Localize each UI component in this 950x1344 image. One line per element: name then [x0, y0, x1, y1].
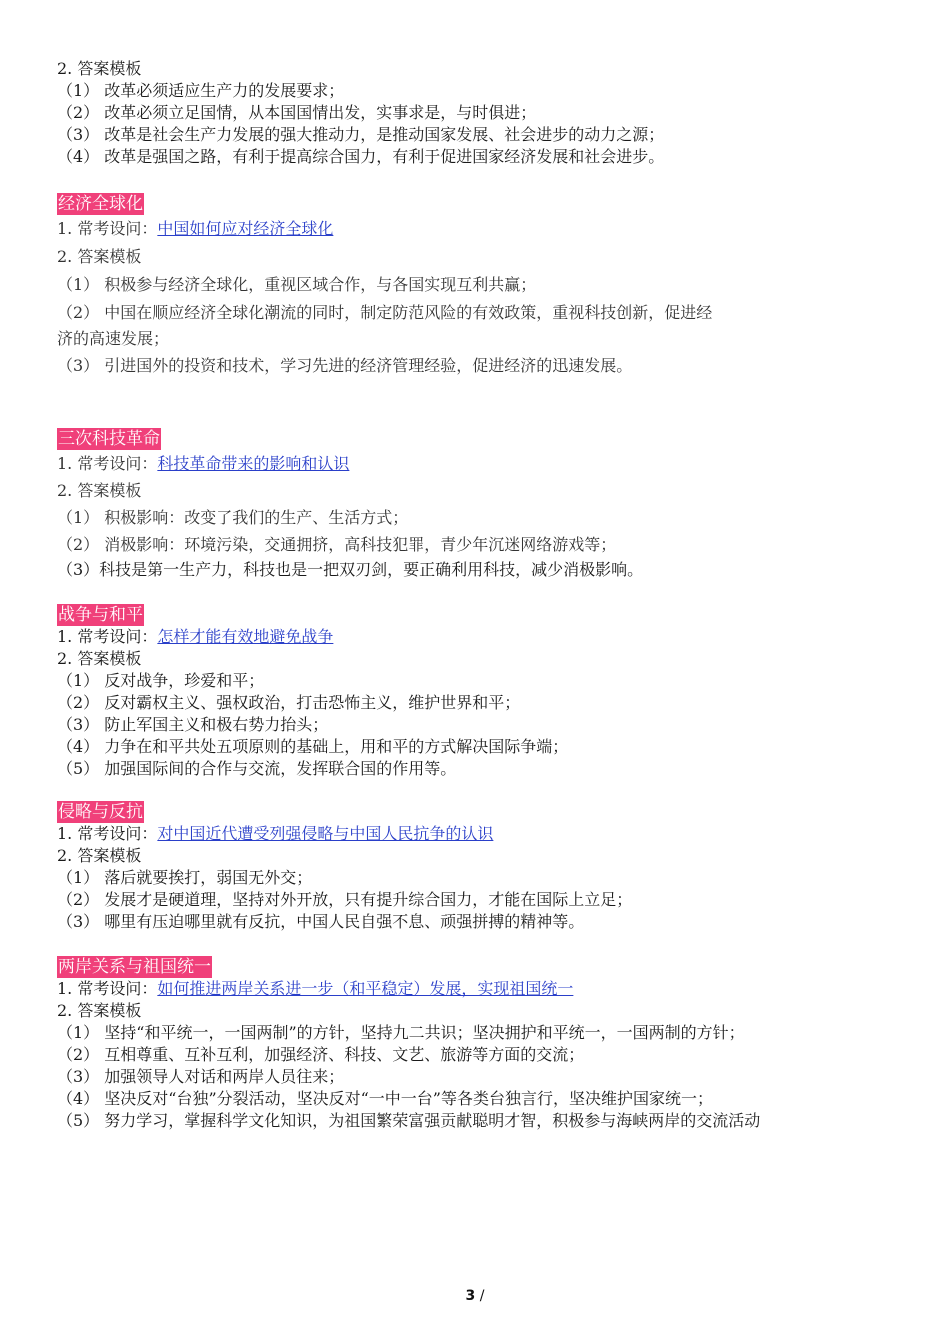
question-prefix: 1. 常考设问：: [57, 979, 158, 998]
section-cross-strait-relations: [57, 956, 760, 1132]
answer-point: （3） 引进国外的投资和技术，学习先进的经济管理经验，促进经济的迅速发展。: [57, 356, 633, 375]
answer-template-label: 2. 答案模板: [57, 247, 142, 266]
answer-point: （1） 落后就要挨打，弱国无外交；: [57, 868, 313, 887]
section-tag: 经济全球化: [58, 194, 143, 214]
answer-point-continued: 济的高速发展；: [57, 329, 170, 348]
answer-point: （2） 发展才是硬道理，坚持对外开放，只有提升综合国力，才能在国际上立足；: [57, 890, 633, 909]
question-prefix: 1. 常考设问：: [57, 454, 158, 473]
page-separator: /: [475, 1288, 485, 1304]
question-prefix: 1. 常考设问：: [57, 219, 158, 238]
question-line: [57, 626, 568, 648]
page-footer: [0, 1288, 950, 1304]
question-link[interactable]: 怎样才能有效地避免战争: [157, 627, 334, 646]
answer-point: （2） 消极影响：环境污染，交通拥挤，高科技犯罪，青少年沉迷网络游戏等；: [57, 535, 617, 554]
question-link[interactable]: 中国如何应对经济全球化: [157, 219, 334, 238]
section-tag: 战争与和平: [58, 605, 143, 625]
section-reform: [57, 58, 664, 168]
section-tech-revolution: [57, 428, 643, 582]
answer-point: （4） 改革是强国之路，有利于提高综合国力，有利于促进国家经济发展和社会进步。: [57, 147, 665, 166]
question-line: [57, 978, 760, 1000]
answer-point: （4） 力争在和平共处五项原则的基础上，用和平的方式解决国际争端；: [57, 737, 569, 756]
question-prefix: 1. 常考设问：: [57, 824, 158, 843]
question-prefix: 1. 常考设问：: [57, 627, 158, 646]
answer-template-label: 2. 答案模板: [57, 649, 142, 668]
section-tag: 三次科技革命: [58, 429, 160, 449]
answer-template-label: 2. 答案模板: [57, 481, 142, 500]
answer-point: （5） 努力学习，掌握科学文化知识，为祖国繁荣富强贡献聪明才智，积极参与海峡两岸的交流活动: [57, 1111, 761, 1130]
section-war-and-peace: [57, 604, 568, 780]
answer-template-label: 2. 答案模板: [57, 59, 142, 78]
question-line: [57, 215, 712, 243]
answer-point: （1） 坚持“和平统一，一国两制”的方针，坚持九二共识；坚决拥护和平统一，一国两制的方针；: [57, 1023, 745, 1042]
question-link[interactable]: 科技革命带来的影响和认识: [157, 454, 350, 473]
answer-point: （2） 反对霸权主义、强权政治，打击恐怖主义，维护世界和平；: [57, 693, 521, 712]
answer-point: （1） 积极参与经济全球化，重视区域合作，与各国实现互利共赢；: [57, 275, 537, 294]
section-tag: 侵略与反抗: [58, 802, 143, 822]
answer-point: （5） 加强国际间的合作与交流，发挥联合国的作用等。: [57, 759, 457, 778]
answer-point: （2） 中国在顺应经济全球化潮流的同时，制定防范风险的有效政策，重视科技创新，促进经: [57, 303, 713, 322]
answer-point: （4） 坚决反对“台独”分裂活动，坚决反对“一中一台”等各类台独言行，坚决维护国家统一；: [57, 1089, 713, 1108]
answer-point: （1） 改革必须适应生产力的发展要求；: [57, 81, 345, 100]
question-link[interactable]: 如何推进两岸关系进一步（和平稳定）发展，实现祖国统一: [157, 979, 574, 998]
answer-point: （1） 积极影响：改变了我们的生产、生活方式；: [57, 508, 409, 527]
answer-template-label: 2. 答案模板: [57, 1001, 142, 1020]
answer-point: （3）科技是第一生产力，科技也是一把双刃剑，要正确利用科技，减少消极影响。: [57, 560, 644, 579]
answer-point: （3） 改革是社会生产力发展的强大推动力，是推动国家发展、社会进步的动力之源；: [57, 125, 665, 144]
section-economic-globalization: [57, 193, 712, 381]
question-line: [57, 450, 643, 478]
answer-template-label: 2. 答案模板: [57, 846, 142, 865]
section-invasion-and-resistance: [57, 801, 632, 933]
answer-point: （2） 改革必须立足国情，从本国国情出发，实事求是，与时俱进；: [57, 103, 537, 122]
answer-point: （1） 反对战争，珍爱和平；: [57, 671, 265, 690]
answer-point: （2） 互相尊重、互补互利，加强经济、科技、文艺、旅游等方面的交流；: [57, 1045, 585, 1064]
answer-point: （3） 哪里有压迫哪里就有反抗，中国人民自强不息、顽强拼搏的精神等。: [57, 912, 585, 931]
answer-point: （3） 加强领导人对话和两岸人员往来；: [57, 1067, 345, 1086]
answer-point: （3） 防止军国主义和极右势力抬头；: [57, 715, 329, 734]
page-number: 3: [465, 1288, 476, 1304]
section-tag: 两岸关系与祖国统一: [58, 957, 211, 977]
question-link[interactable]: 对中国近代遭受列强侵略与中国人民抗争的认识: [157, 824, 494, 843]
question-line: [57, 823, 632, 845]
